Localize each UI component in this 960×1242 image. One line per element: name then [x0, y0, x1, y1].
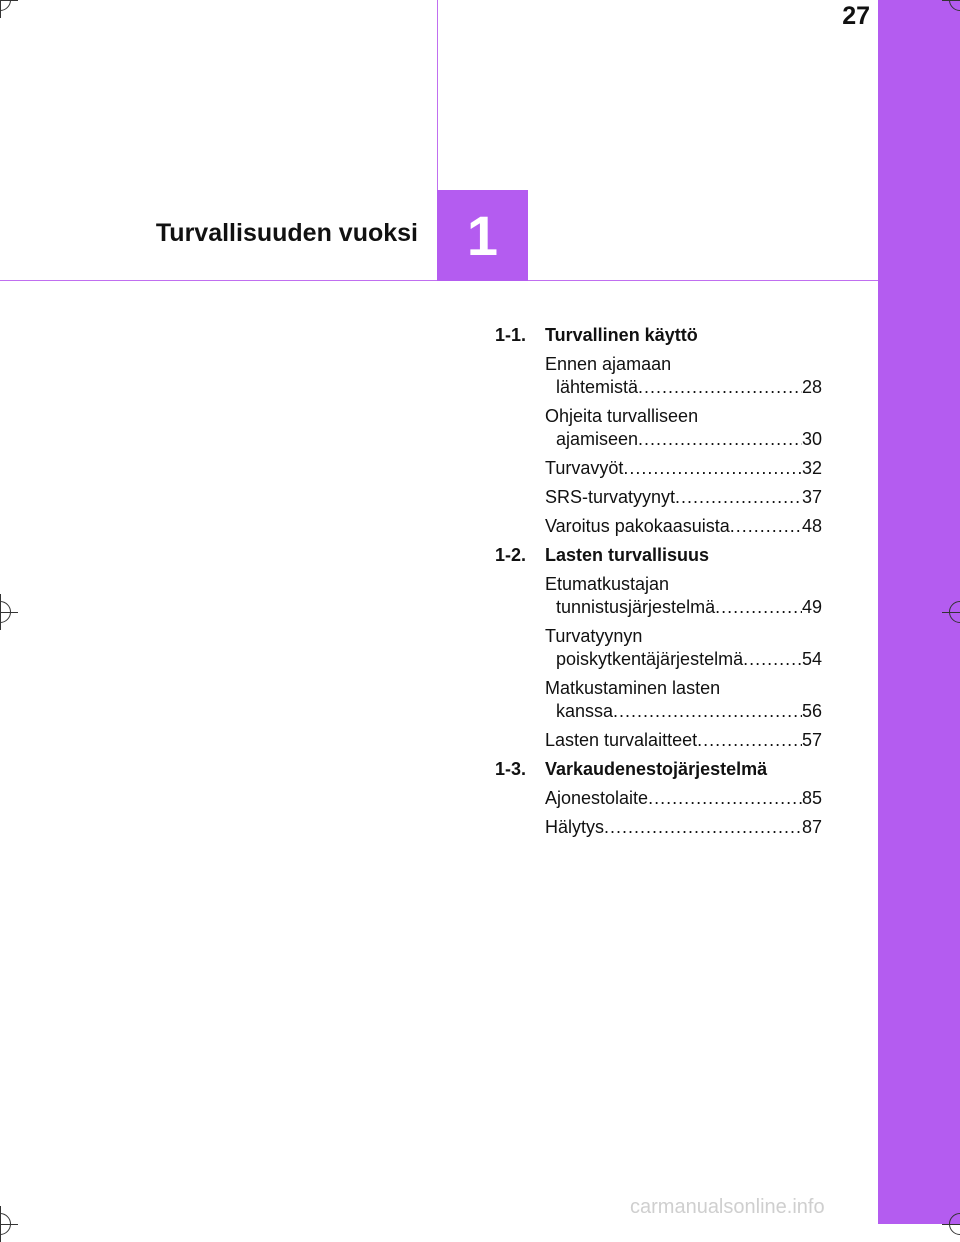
toc-page-number: 56 [801, 701, 822, 721]
section-title: Lasten turvallisuus [545, 545, 710, 565]
section-heading[interactable] [495, 758, 822, 781]
chapter-number-box [437, 190, 528, 281]
dot-leader [743, 648, 802, 671]
dot-leader [623, 457, 802, 480]
toc-entry[interactable] [545, 625, 822, 671]
toc-page-number: 87 [801, 817, 822, 837]
chapter-number: 1 [466, 204, 499, 267]
toc-entry[interactable] [545, 729, 822, 752]
toc-entry[interactable] [545, 457, 822, 480]
dot-leader [613, 700, 802, 723]
toc-page-number: 30 [801, 429, 822, 449]
toc-page-number: 49 [801, 597, 822, 617]
toc-page-number: 54 [801, 649, 822, 669]
vertical-divider [437, 0, 438, 190]
dot-leader [604, 816, 802, 839]
toc-entry-title-line: Turvatyynyn [545, 626, 643, 646]
toc-entry[interactable] [545, 573, 822, 619]
toc-entry[interactable] [545, 353, 822, 399]
toc-entry-title: Lasten turvalaitteet [545, 730, 698, 750]
toc-page-number: 57 [801, 730, 822, 750]
watermark-text: carmanualsonline.info [630, 1196, 825, 1218]
toc-entry[interactable] [545, 486, 822, 509]
toc-page-number: 28 [801, 377, 822, 397]
toc-entry[interactable] [545, 515, 822, 538]
section-heading[interactable] [495, 544, 822, 567]
dot-leader [697, 729, 802, 752]
dot-leader [638, 428, 802, 451]
toc-entry-title: SRS-turvatyynyt [545, 487, 676, 507]
toc-entry[interactable] [545, 405, 822, 451]
toc-entry-title: Ajonestolaite [545, 788, 649, 808]
registration-mark-icon [0, 601, 11, 623]
dot-leader [638, 376, 802, 399]
toc-entry-title: Varoitus pakokaasuista [545, 516, 730, 536]
dot-leader [715, 596, 802, 619]
toc-entry-title: Turvavyöt [545, 458, 624, 478]
toc-entry[interactable] [545, 816, 822, 839]
page-number: 27 [842, 2, 870, 30]
section-title: Turvallinen käyttö [545, 325, 698, 345]
registration-mark-icon [0, 0, 11, 11]
toc-entry-title: poiskytkentäjärjestelmä [556, 649, 744, 669]
toc-entry-title: ajamiseen [556, 429, 639, 449]
registration-mark-icon [0, 1213, 11, 1235]
dot-leader [648, 787, 802, 810]
section-heading[interactable] [495, 324, 822, 347]
section-number: 1-2. [495, 545, 527, 565]
toc-entry-title: Hälytys [545, 817, 605, 837]
toc-entry[interactable] [545, 787, 822, 810]
toc-entry-title: kanssa [556, 701, 614, 721]
toc-entry[interactable] [545, 677, 822, 723]
toc-entry-title-line: Ohjeita turvalliseen [545, 406, 699, 426]
table-of-contents [495, 324, 822, 845]
chapter-title: Turvallisuuden vuoksi [155, 219, 418, 247]
toc-entry-title-line: Ennen ajamaan [545, 354, 672, 374]
section-title: Varkaudenestojärjestelmä [545, 759, 768, 779]
toc-page-number: 85 [801, 788, 822, 808]
toc-entry-title: lähtemistä [556, 377, 639, 397]
toc-page-number: 48 [801, 516, 822, 536]
dot-leader [730, 515, 802, 538]
toc-entry-title-line: Etumatkustajan [545, 574, 670, 594]
toc-entry-title: tunnistusjärjestelmä [556, 597, 716, 617]
registration-mark-icon [949, 1213, 960, 1235]
dot-leader [675, 486, 802, 509]
toc-page-number: 37 [801, 487, 822, 507]
toc-entry-title-line: Matkustaminen lasten [545, 678, 721, 698]
section-number: 1-1. [495, 325, 527, 345]
toc-page-number: 32 [801, 458, 822, 478]
section-number: 1-3. [495, 759, 527, 779]
